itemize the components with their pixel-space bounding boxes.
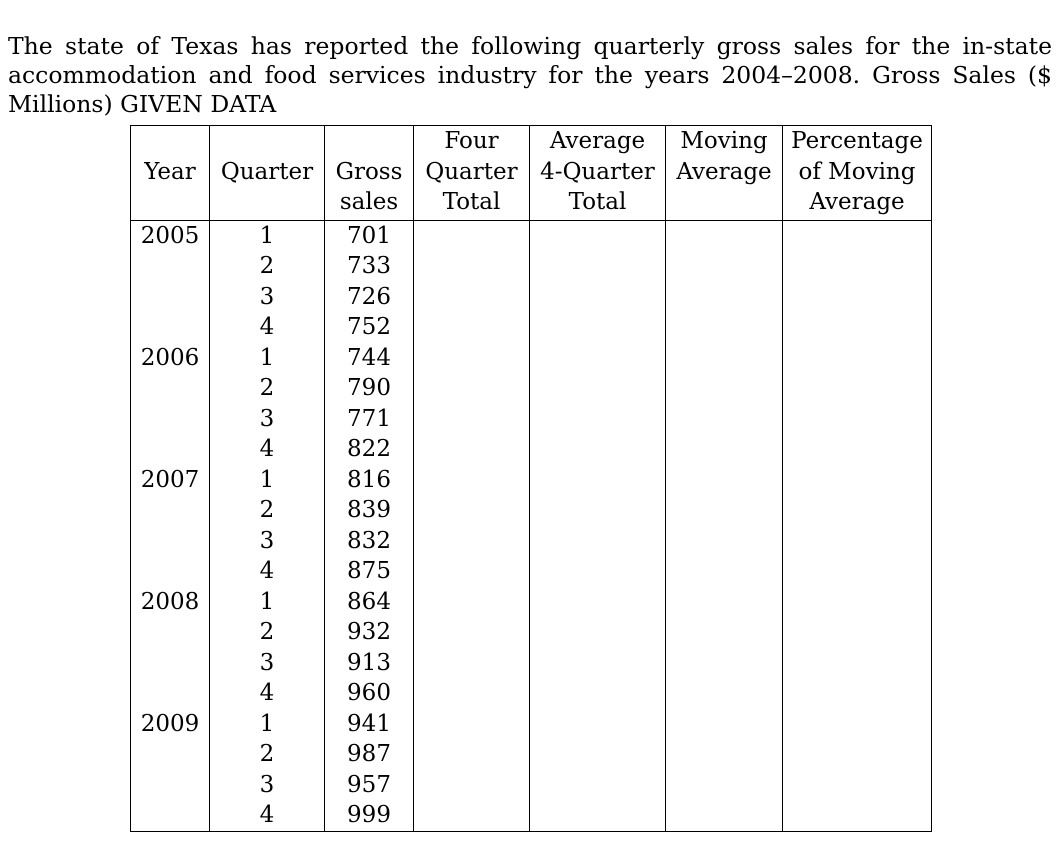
percentage-of-moving-average-cell xyxy=(783,465,932,496)
table-row xyxy=(131,373,932,404)
gross-sales-cell: 913 xyxy=(325,648,414,679)
year-cell xyxy=(131,678,210,709)
four-quarter-total-cell xyxy=(414,648,530,679)
percentage-of-moving-average-cell xyxy=(783,800,932,831)
year-cell xyxy=(131,495,210,526)
average-4-quarter-total-cell xyxy=(530,404,666,435)
average-4-quarter-total-cell xyxy=(530,617,666,648)
moving-average-cell xyxy=(666,556,783,587)
four-quarter-total-cell xyxy=(414,770,530,801)
quarter-cell: 1 xyxy=(210,220,325,251)
table-row xyxy=(131,251,932,282)
four-quarter-total-cell xyxy=(414,526,530,557)
percentage-of-moving-average-cell xyxy=(783,495,932,526)
moving-average-cell xyxy=(666,404,783,435)
four-quarter-total-cell xyxy=(414,220,530,251)
average-4-quarter-total-cell xyxy=(530,648,666,679)
table-row xyxy=(131,556,932,587)
gross-sales-cell: 932 xyxy=(325,617,414,648)
quarter-cell: 1 xyxy=(210,709,325,740)
average-4-quarter-total-cell xyxy=(530,343,666,374)
percentage-of-moving-average-cell xyxy=(783,709,932,740)
average-4-quarter-total-cell xyxy=(530,465,666,496)
quarter-cell: 4 xyxy=(210,678,325,709)
average-4-quarter-total-cell xyxy=(530,678,666,709)
gross-sales-cell: 726 xyxy=(325,282,414,313)
table-row xyxy=(131,495,932,526)
header-quarter: Quarter xyxy=(210,126,325,221)
year-cell xyxy=(131,404,210,435)
year-cell xyxy=(131,373,210,404)
moving-average-cell xyxy=(666,312,783,343)
percentage-of-moving-average-cell xyxy=(783,587,932,618)
quarter-cell: 3 xyxy=(210,282,325,313)
average-4-quarter-total-cell xyxy=(530,495,666,526)
year-cell xyxy=(131,526,210,557)
year-cell xyxy=(131,739,210,770)
four-quarter-total-cell xyxy=(414,434,530,465)
table-row xyxy=(131,343,932,374)
gross-sales-cell: 816 xyxy=(325,465,414,496)
header-year: Year xyxy=(131,126,210,221)
moving-average-cell xyxy=(666,678,783,709)
gross-sales-cell: 832 xyxy=(325,526,414,557)
table-row xyxy=(131,465,932,496)
gross-sales-cell: 999 xyxy=(325,800,414,831)
average-4-quarter-total-cell xyxy=(530,373,666,404)
table-row xyxy=(131,404,932,435)
gross-sales-cell: 752 xyxy=(325,312,414,343)
average-4-quarter-total-cell xyxy=(530,434,666,465)
quarter-cell: 2 xyxy=(210,495,325,526)
year-cell: 2006 xyxy=(131,343,210,374)
average-4-quarter-total-cell xyxy=(530,709,666,740)
table-row xyxy=(131,282,932,313)
average-4-quarter-total-cell xyxy=(530,282,666,313)
year-cell xyxy=(131,648,210,679)
year-cell xyxy=(131,770,210,801)
quarter-cell: 1 xyxy=(210,465,325,496)
table-row xyxy=(131,434,932,465)
quarter-cell: 3 xyxy=(210,770,325,801)
moving-average-cell xyxy=(666,434,783,465)
table-row xyxy=(131,587,932,618)
moving-average-cell xyxy=(666,587,783,618)
quarter-cell: 1 xyxy=(210,343,325,374)
moving-average-cell xyxy=(666,465,783,496)
percentage-of-moving-average-cell xyxy=(783,343,932,374)
gross-sales-cell: 701 xyxy=(325,220,414,251)
year-cell xyxy=(131,312,210,343)
percentage-of-moving-average-cell xyxy=(783,251,932,282)
average-4-quarter-total-cell xyxy=(530,556,666,587)
percentage-of-moving-average-cell xyxy=(783,282,932,313)
quarter-cell: 4 xyxy=(210,556,325,587)
four-quarter-total-cell xyxy=(414,373,530,404)
average-4-quarter-total-cell xyxy=(530,251,666,282)
percentage-of-moving-average-cell xyxy=(783,770,932,801)
gross-sales-cell: 864 xyxy=(325,587,414,618)
header-percentage-of-moving-average: Percentage of Moving Average xyxy=(783,126,932,221)
four-quarter-total-cell xyxy=(414,282,530,313)
year-cell xyxy=(131,617,210,648)
year-cell xyxy=(131,556,210,587)
four-quarter-total-cell xyxy=(414,739,530,770)
four-quarter-total-cell xyxy=(414,343,530,374)
average-4-quarter-total-cell xyxy=(530,312,666,343)
average-4-quarter-total-cell xyxy=(530,800,666,831)
four-quarter-total-cell xyxy=(414,404,530,435)
header-gross-sales: Gross sales xyxy=(325,126,414,221)
percentage-of-moving-average-cell xyxy=(783,434,932,465)
moving-average-cell xyxy=(666,282,783,313)
four-quarter-total-cell xyxy=(414,495,530,526)
gross-sales-table xyxy=(130,125,932,832)
percentage-of-moving-average-cell xyxy=(783,678,932,709)
moving-average-cell xyxy=(666,220,783,251)
four-quarter-total-cell xyxy=(414,587,530,618)
moving-average-cell xyxy=(666,648,783,679)
four-quarter-total-cell xyxy=(414,465,530,496)
gross-sales-cell: 960 xyxy=(325,678,414,709)
average-4-quarter-total-cell xyxy=(530,739,666,770)
moving-average-cell xyxy=(666,373,783,404)
percentage-of-moving-average-cell xyxy=(783,312,932,343)
percentage-of-moving-average-cell xyxy=(783,220,932,251)
percentage-of-moving-average-cell xyxy=(783,617,932,648)
year-cell: 2009 xyxy=(131,709,210,740)
quarter-cell: 2 xyxy=(210,373,325,404)
gross-sales-cell: 790 xyxy=(325,373,414,404)
percentage-of-moving-average-cell xyxy=(783,404,932,435)
table-row xyxy=(131,312,932,343)
table-row xyxy=(131,526,932,557)
percentage-of-moving-average-cell xyxy=(783,648,932,679)
table-row xyxy=(131,709,932,740)
four-quarter-total-cell xyxy=(414,251,530,282)
table-row xyxy=(131,220,932,251)
percentage-of-moving-average-cell xyxy=(783,373,932,404)
gross-sales-cell: 987 xyxy=(325,739,414,770)
gross-sales-cell: 941 xyxy=(325,709,414,740)
four-quarter-total-cell xyxy=(414,800,530,831)
average-4-quarter-total-cell xyxy=(530,526,666,557)
gross-sales-cell: 957 xyxy=(325,770,414,801)
quarter-cell: 2 xyxy=(210,739,325,770)
percentage-of-moving-average-cell xyxy=(783,739,932,770)
year-cell: 2007 xyxy=(131,465,210,496)
year-cell: 2008 xyxy=(131,587,210,618)
gross-sales-cell: 839 xyxy=(325,495,414,526)
table-row xyxy=(131,800,932,831)
quarter-cell: 3 xyxy=(210,404,325,435)
year-cell xyxy=(131,800,210,831)
percentage-of-moving-average-cell xyxy=(783,526,932,557)
four-quarter-total-cell xyxy=(414,709,530,740)
gross-sales-cell: 822 xyxy=(325,434,414,465)
problem-statement: The state of Texas has reported the following quarterly gross sales for the in-state accommodation and food services industry for the years 2004–2008. Gross Sales ($ Millions) GIVEN DATA xyxy=(8,31,1052,118)
quarter-cell: 3 xyxy=(210,648,325,679)
quarter-cell: 1 xyxy=(210,587,325,618)
table-row xyxy=(131,678,932,709)
quarter-cell: 4 xyxy=(210,312,325,343)
moving-average-cell xyxy=(666,739,783,770)
moving-average-cell xyxy=(666,495,783,526)
quarter-cell: 4 xyxy=(210,434,325,465)
moving-average-cell xyxy=(666,343,783,374)
table-row xyxy=(131,617,932,648)
gross-sales-cell: 771 xyxy=(325,404,414,435)
four-quarter-total-cell xyxy=(414,312,530,343)
average-4-quarter-total-cell xyxy=(530,770,666,801)
quarter-cell: 2 xyxy=(210,251,325,282)
moving-average-cell xyxy=(666,526,783,557)
gross-sales-cell: 744 xyxy=(325,343,414,374)
table-row xyxy=(131,648,932,679)
quarter-cell: 3 xyxy=(210,526,325,557)
moving-average-cell xyxy=(666,617,783,648)
four-quarter-total-cell xyxy=(414,617,530,648)
moving-average-cell xyxy=(666,709,783,740)
moving-average-cell xyxy=(666,800,783,831)
four-quarter-total-cell xyxy=(414,556,530,587)
average-4-quarter-total-cell xyxy=(530,220,666,251)
header-four-quarter-total: Four Quarter Total xyxy=(414,126,530,221)
header-moving-average: Moving Average xyxy=(666,126,783,221)
year-cell: 2005 xyxy=(131,220,210,251)
year-cell xyxy=(131,282,210,313)
average-4-quarter-total-cell xyxy=(530,587,666,618)
year-cell xyxy=(131,251,210,282)
quarter-cell: 2 xyxy=(210,617,325,648)
table-row xyxy=(131,739,932,770)
moving-average-cell xyxy=(666,770,783,801)
table-row xyxy=(131,770,932,801)
percentage-of-moving-average-cell xyxy=(783,556,932,587)
moving-average-cell xyxy=(666,251,783,282)
gross-sales-cell: 733 xyxy=(325,251,414,282)
quarter-cell: 4 xyxy=(210,800,325,831)
year-cell xyxy=(131,434,210,465)
four-quarter-total-cell xyxy=(414,678,530,709)
table-header-row xyxy=(131,126,932,221)
header-average-4-quarter-total: Average 4-Quarter Total xyxy=(530,126,666,221)
gross-sales-cell: 875 xyxy=(325,556,414,587)
